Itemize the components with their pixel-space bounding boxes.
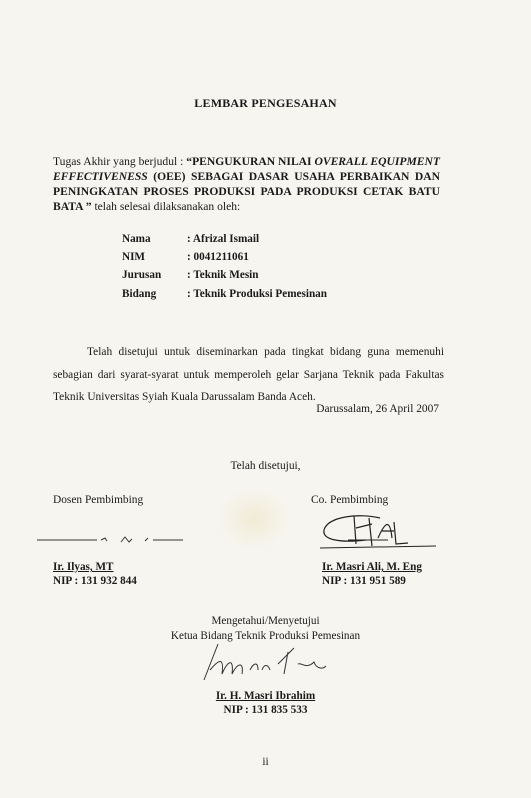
- identity-value: : Teknik Mesin: [187, 269, 259, 282]
- co-supervisor-signature: [318, 510, 448, 554]
- identity-value: : 0041211061: [187, 251, 249, 264]
- identity-row-field: [122, 285, 327, 303]
- identity-row-name: [122, 230, 327, 248]
- identity-value: : Afrizal Ismail: [187, 233, 260, 245]
- place-date: Darussalam, 26 April 2007: [316, 403, 439, 415]
- page-number: ii: [262, 756, 269, 768]
- intro-lead: Tugas Akhir yang berjudul :: [53, 155, 187, 168]
- identity-label: Nama: [122, 233, 151, 245]
- co-supervisor-nip: NIP : 131 951 589: [322, 575, 406, 587]
- co-supervisor-name: Ir. Masri Ali, M. Eng: [322, 561, 422, 573]
- head-signature: [198, 640, 328, 686]
- supervisor-nip: NIP : 131 932 844: [53, 575, 137, 587]
- paper-stain: [218, 488, 290, 550]
- thesis-title-italic: OVERALL EQUIPMENT EFFECTIVENESS: [53, 155, 440, 183]
- identity-label: Jurusan: [122, 269, 162, 282]
- identity-value: : Teknik Produksi Pemesinan: [187, 287, 327, 300]
- head-name: Ir. H. Masri Ibrahim: [215, 690, 316, 702]
- intro-tail: telah selesai dilaksanakan oleh:: [91, 200, 241, 213]
- thesis-intro-paragraph: [53, 154, 440, 214]
- supervisor-signature: [35, 528, 185, 552]
- approval-paragraph: [53, 341, 444, 409]
- page-title: LEMBAR PENGESAHAN: [194, 96, 337, 110]
- identity-row-department: [122, 266, 327, 284]
- head-block: [0, 689, 531, 717]
- thesis-title-part2: (OEE) SEBAGAI DASAR USAHA PERBAIKAN DAN PENINGKATAN PROSES PRODUKSI PADA PRODUKSI CETAK BATU BATA ”: [53, 170, 440, 213]
- identity-label: Bidang: [122, 287, 157, 300]
- co-supervisor-block: [322, 560, 422, 588]
- student-identity-table: [122, 230, 327, 303]
- identity-label: NIM: [122, 251, 145, 264]
- identity-row-nim: [122, 248, 327, 266]
- approval-text: Telah disetujui untuk diseminarkan pada tingkat bidang guna memenuhi sebagian dari syarat-syarat untuk memperoleh gelar Sarjana Teknik pada Fakultas Teknik Universitas Syiah Kuala Darussalam Banda Aceh.: [53, 346, 444, 403]
- acknowledgement-line2: Ketua Bidang Teknik Produksi Pemesinan: [170, 630, 361, 642]
- acknowledgement-line1: Mengetahui/Menyetujui: [211, 615, 320, 627]
- supervisor-name: Ir. Ilyas, MT: [53, 561, 114, 573]
- head-nip: NIP : 131 835 533: [223, 704, 308, 716]
- approved-label: Telah disetujui,: [230, 460, 301, 472]
- supervisor-role: Dosen Pembimbing: [53, 494, 144, 506]
- co-supervisor-role: Co. Pembimbing: [311, 494, 389, 506]
- thesis-title-part1: “PENGUKURAN NILAI: [186, 155, 315, 168]
- supervisor-block: [53, 560, 137, 588]
